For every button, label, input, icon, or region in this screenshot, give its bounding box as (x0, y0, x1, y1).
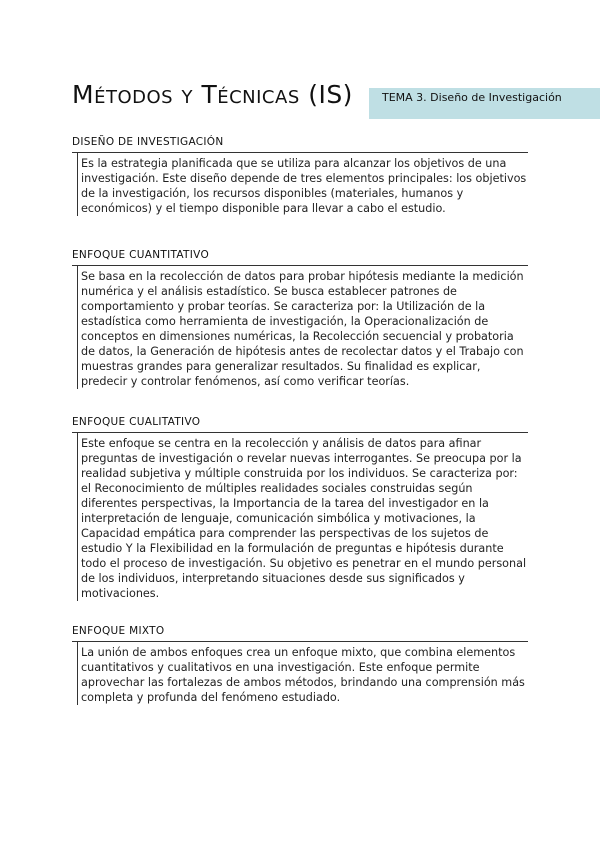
topic-tag (369, 88, 600, 119)
section-heading: ENFOQUE CUALITATIVO (72, 416, 528, 433)
section-body (77, 642, 528, 705)
section-text: Se basa en la recolección de datos para probar hipótesis mediante la medición numérica y el análisis estadístico. Se busca establecer patrones de comportamiento y probar teorías. Se caracteriza por: la Utilización de la estadística como herramienta de investigación, la Operacionalización de conceptos en dimensiones numéricas, la Recolección secuencial y probatoria de datos, la Generación de hipótesis antes de recolectar datos y el Trabajo con muestras grandes para generalizar resultados. Su finalidad es explicar, predecir y controlar fenómenos, así como verificar teorías. (81, 270, 524, 388)
section-heading: ENFOQUE MIXTO (72, 625, 528, 642)
section-body (77, 433, 528, 601)
section-heading: ENFOQUE CUANTITATIVO (72, 249, 528, 266)
topic-tag-label: TEMA 3. Diseño de Investigación (382, 91, 562, 104)
section-diseno (72, 136, 528, 216)
section-text: Es la estrategia planificada que se utiliza para alcanzar los objetivos de una investigación. Este diseño depende de tres elementos principales: los objetivos de la investigación, los recursos disponibles (materiales, humanos y económicos) y el tiempo disponible para llevar a cabo el estudio. (81, 157, 527, 215)
section-body (77, 266, 528, 389)
section-heading: DISEÑO DE INVESTIGACIÓN (72, 136, 528, 153)
section-cuantitativo (72, 249, 528, 389)
section-text: La unión de ambos enfoques crea un enfoque mixto, que combina elementos cuantitativos y cualitativos en una investigación. Este enfoque permite aprovechar las fortalezas de ambos métodos, brindando una comprensión más completa y profunda del fenómeno estudiado. (81, 646, 525, 704)
section-cualitativo (72, 416, 528, 601)
section-text: Este enfoque se centra en la recolección y análisis de datos para afinar preguntas de investigación o revelar nuevas interrogantes. Se preocupa por la realidad subjetiva y múltiple construida por los individuos. Se caracteriza por: el Reconocimiento de múltiples realidades sociales construidas según diferentes perspectivas, la Importancia de la tarea del investigador en la interpretación de lenguaje, comunicación simbólica y motivaciones, la Capacidad empática para comprender las perspectivas de los sujetos de estudio Y la Flexibilidad en la formulación de preguntas e hipótesis durante todo el proceso de investigación. Su objetivo es penetrar en el mundo personal de los individuos, interpretando situaciones desde sus significados y motivaciones. (81, 437, 527, 600)
section-mixto (72, 625, 528, 705)
section-body (77, 153, 528, 216)
page-title: Métodos y Técnicas (IS) (72, 80, 353, 109)
